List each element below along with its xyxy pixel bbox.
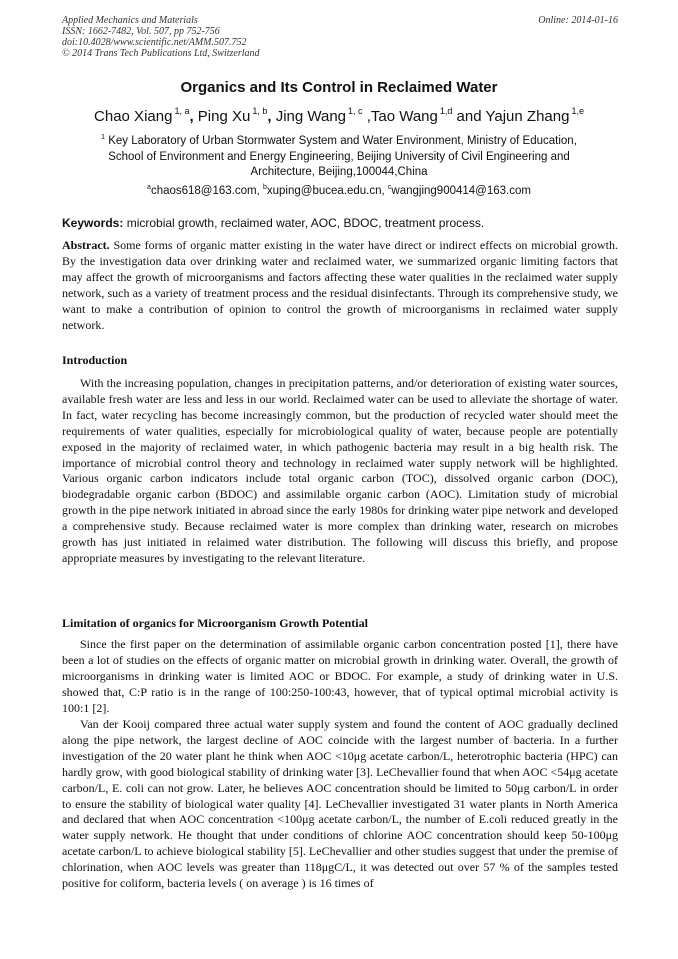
author-separator: , xyxy=(267,108,272,125)
abstract xyxy=(62,238,618,333)
issn-line: ISSN: 1662-7482, Vol. 507, pp 752-756 xyxy=(62,26,220,37)
email-mark: b xyxy=(262,184,267,191)
copyright-line: © 2014 Trans Tech Publications Ltd, Switzerland xyxy=(62,48,260,59)
email-address: wangjing900414@163.com xyxy=(391,185,531,197)
section-heading-introduction: Introduction xyxy=(62,353,128,367)
keywords-label: Keywords: xyxy=(62,216,124,230)
online-date: Online: 2014-01-16 xyxy=(538,15,618,26)
author-name: Jing Wang xyxy=(275,108,347,125)
author-name: Tao Wang xyxy=(370,108,438,125)
email-mark: c xyxy=(387,184,392,191)
introduction-paragraph: With the increasing population, changes in precipitation patterns, and/or deterioration of existing water sources, available fresh water are less and less in our world. Reclaimed water can be used to alleviate the shortage of water. In fact, water recycling has become increasingly common, but the production of recycled water should meet the requirements of water qualities, especially for microbiological quality of water, because people are potentially exposed in the majority of reclaimed water, in which pathogenic bacteria may result in a big health risk. The importance of microbial control theory and technology in reclaimed water supply network will be highlighted. Various organic carbon indicators include total organic carbon (TOC), dissolved organic carbon (DOC), biodegradable organic carbon (BDOC) and assimilable organic carbon (AOC). Limitation study of microbial growth in the pipe network initiated in abroad since the early 1980s for drinking water pipe network and developed a comprehensive study. Because reclaimed water is more complex than drinking water, research on microbes growth has just initiated in relaimed water distribution. The following will discuss this briefly, and propose appropriate measures by investigating to the relevant literature. xyxy=(62,376,618,565)
author-name: Ping Xu xyxy=(197,108,251,125)
affiliation xyxy=(80,130,598,181)
author-emails xyxy=(0,181,678,198)
author-separator: and xyxy=(452,108,482,125)
email-address: chaos618@163.com, xyxy=(150,185,263,197)
journal-header xyxy=(62,15,618,59)
affil-line-3: Architecture, Beijing,100044,China xyxy=(250,166,428,178)
author-separator: , xyxy=(362,108,371,125)
author-affil-mark: 1,d xyxy=(439,106,453,116)
abstract-text: Some forms of organic matter existing in the water have direct or indirect effects on microbial growth. By the investigation data over drinking water and reclaimed water, we summarized organic limiting factors that may affect the growth of microorganisms and factors affecting these water qualities in the reclaimed water supply network, such as a variety of treatment process and the residual disinfectants. Through its comprehensive study, we want to make a contribution of opinion to control the growth of microorganisms in reclaimed water supply network. xyxy=(62,238,618,332)
abstract-label: Abstract. xyxy=(62,238,110,252)
paper-title: Organics and Its Control in Reclaimed Water xyxy=(180,79,498,96)
author-affil-mark: 1, b xyxy=(252,106,268,116)
journal-name: Applied Mechanics and Materials xyxy=(62,15,198,26)
author-separator: , xyxy=(189,108,194,125)
email-address: xuping@bucea.edu.cn, xyxy=(266,185,388,197)
author-list xyxy=(0,101,678,127)
keywords xyxy=(62,216,618,230)
limitation-paragraph-2: Van der Kooij compared three actual water supply system and found the content of AOC gradually declined along the pipe network, the largest decline of AOC coincide with the largest number of bacteria. In a further investigation of the 20 water plant he think when AOC <10μg acetate carbon/L, heterotrophic bacteria (HPC) can hardly grow, with good biological stability of drinking water [3]. LeChevallier found that when AOC <54μg acetate carbon/L, E. coli can not grow. Later, he believes AOC concentration should be limited to 50μg carbon/L in order to ensure the stability of biological water quality [4]. LeChevallier investigated 31 water plants in North America and declared that when AOC concentration <100μg acetate carbon/L, the number of E.coli reduced greatly in the water supply network. He thought that under conditions of chlorine AOC concentration should keep 50-100μg acetate carbon/L to achieve biological stability [5]. LeChevallier and other studies suggest that under the premise of chlorination, when AOC levels was greater than 118μgC/L, it was detected out over 57 % of the samples tested positive for coliform, bacteria levels ( on average ) is 16 times of xyxy=(62,717,618,891)
limitation-paragraph-1: Since the first paper on the determination of assimilable organic carbon concentration posted [1], there have been a lot of studies on the effects of organic matter on microbial growth in drinking water. Overall, the growth of microorganisms in drinking water is limited AOC or BDOC. For example, a study of drinking water in U.S. showed that, C:P ratio is in the range of 100:250-100:43, however, that of typical optimal microbial activity is 100:1 [2]. xyxy=(62,637,618,715)
affil-mark: 1 xyxy=(101,134,105,141)
keywords-text: microbial growth, reclaimed water, AOC, BDOC, treatment process. xyxy=(126,216,485,230)
author-name: Yajun Zhang xyxy=(485,108,570,125)
author-name: Chao Xiang xyxy=(94,108,173,125)
author-affil-mark: 1, a xyxy=(174,106,190,116)
section-heading-limitation: Limitation of organics for Microorganism Growth Potential xyxy=(62,616,368,630)
email-mark: a xyxy=(147,184,151,191)
affil-line-2: School of Environment and Energy Engineering, Beijing University of Civil Engineering and xyxy=(108,150,570,163)
author-affil-mark: 1, c xyxy=(348,106,363,116)
author-affil-mark: 1,e xyxy=(571,106,584,116)
doi-line: doi:10.4028/www.scientific.net/AMM.507.752 xyxy=(62,37,247,48)
affil-line-1: Key Laboratory of Urban Stormwater System and Water Environment, Ministry of Education, xyxy=(108,135,577,147)
